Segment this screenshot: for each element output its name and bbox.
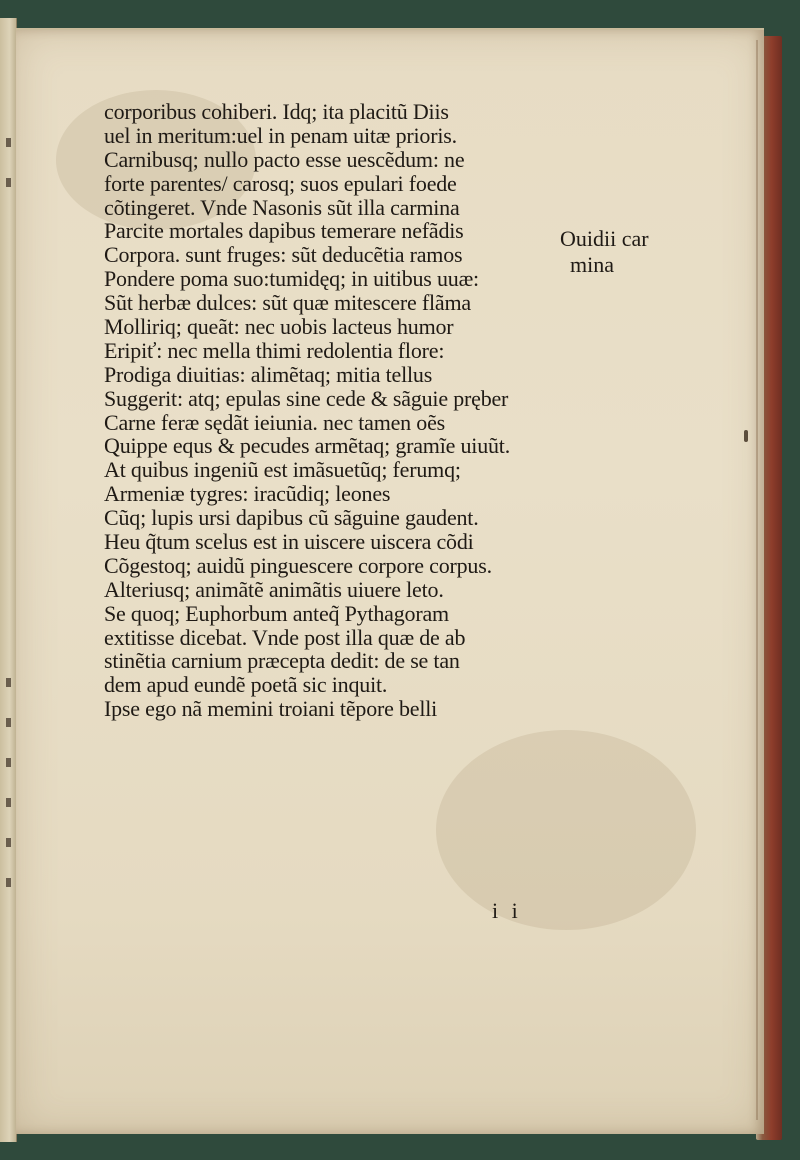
text-line: Heu q̃tum scelus est in uiscere uiscera cõdi [104, 529, 474, 555]
signature-mark: i i [492, 898, 522, 923]
page-fold [756, 40, 758, 1120]
ink-speck [744, 430, 748, 442]
marginal-note-line: Ouidii car [560, 226, 649, 251]
text-line: Molliriq; queãt: nec uobis lacteus humor [104, 314, 454, 340]
text-line: Pondere poma suo:tumidęq; in uitibus uuæ: [104, 266, 479, 292]
text-line: Carne feræ sędãt ieiunia. nec tamen oẽs [104, 409, 445, 435]
marginal-note-line: mina [570, 252, 614, 277]
text-line: Sũt herbæ dulces: sũt quæ mitescere flãma [104, 290, 471, 316]
text-line: stinẽtia carnium præcepta dedit: de se tan [104, 648, 460, 674]
previous-page-edge [0, 18, 17, 1142]
text-line: uel in meritum:uel in penam uitæ prioris. [104, 122, 457, 148]
text-line: Suggerit: atq; epulas sine cede & sãguie pręber [104, 385, 509, 411]
show-through-mark [6, 798, 11, 807]
text-line: forte parentes/ carosq; suos epulari foede [104, 170, 457, 196]
body-text [104, 100, 574, 721]
text-line: Armeniæ tygres: iracũdiq; leones [104, 481, 391, 507]
marginal-note [560, 226, 680, 278]
show-through-mark [6, 678, 11, 687]
text-line: At quibus ingeniũ est imãsuetũq; ferumq; [104, 457, 461, 483]
show-through-mark [6, 838, 11, 847]
page-stain [436, 730, 696, 930]
text-line: corporibus cohiberi. Idq; ita placitũ Diis [104, 99, 449, 124]
show-through-mark [6, 138, 11, 147]
text-line: Quippe equs & pecudes armẽtaq; gramĩe uiuũt. [104, 433, 511, 459]
text-line: Alteriusq; animãtẽ animãtis uiuere leto. [104, 576, 444, 602]
text-line: Carnibusq; nullo pacto esse uescẽdum: ne [104, 146, 465, 172]
show-through-mark [6, 718, 11, 727]
show-through-mark [6, 758, 11, 767]
text-line: extitisse dicebat. Vnde post illa quæ de ab [104, 624, 466, 650]
text-line: Cũq; lupis ursi dapibus cũ sãguine gaudent. [104, 505, 479, 531]
text-line: Se quoq; Euphorbum anteq̃ Pythagoram [104, 600, 449, 626]
text-line: Parcite mortales dapibus temerare nefãdis [104, 218, 464, 244]
text-line: Eripiť: nec mella thimi redolentia flore: [104, 337, 445, 363]
show-through-mark [6, 878, 11, 887]
text-line: Cõgestoq; auidũ pinguescere corpore corpus. [104, 552, 492, 578]
text-line: cõtingeret. Vnde Nasonis sũt illa carmina [104, 194, 460, 220]
text-line: dem apud eundẽ poetã sic inquit. [104, 672, 388, 698]
show-through-mark [6, 178, 11, 187]
text-line: Corpora. sunt fruges: sũt deducẽtia ramos [104, 242, 463, 268]
text-line: Ipse ego nã memini troiani tẽpore belli [104, 696, 438, 722]
text-line: Prodiga diuitias: alimẽtaq; mitia tellus [104, 361, 433, 387]
